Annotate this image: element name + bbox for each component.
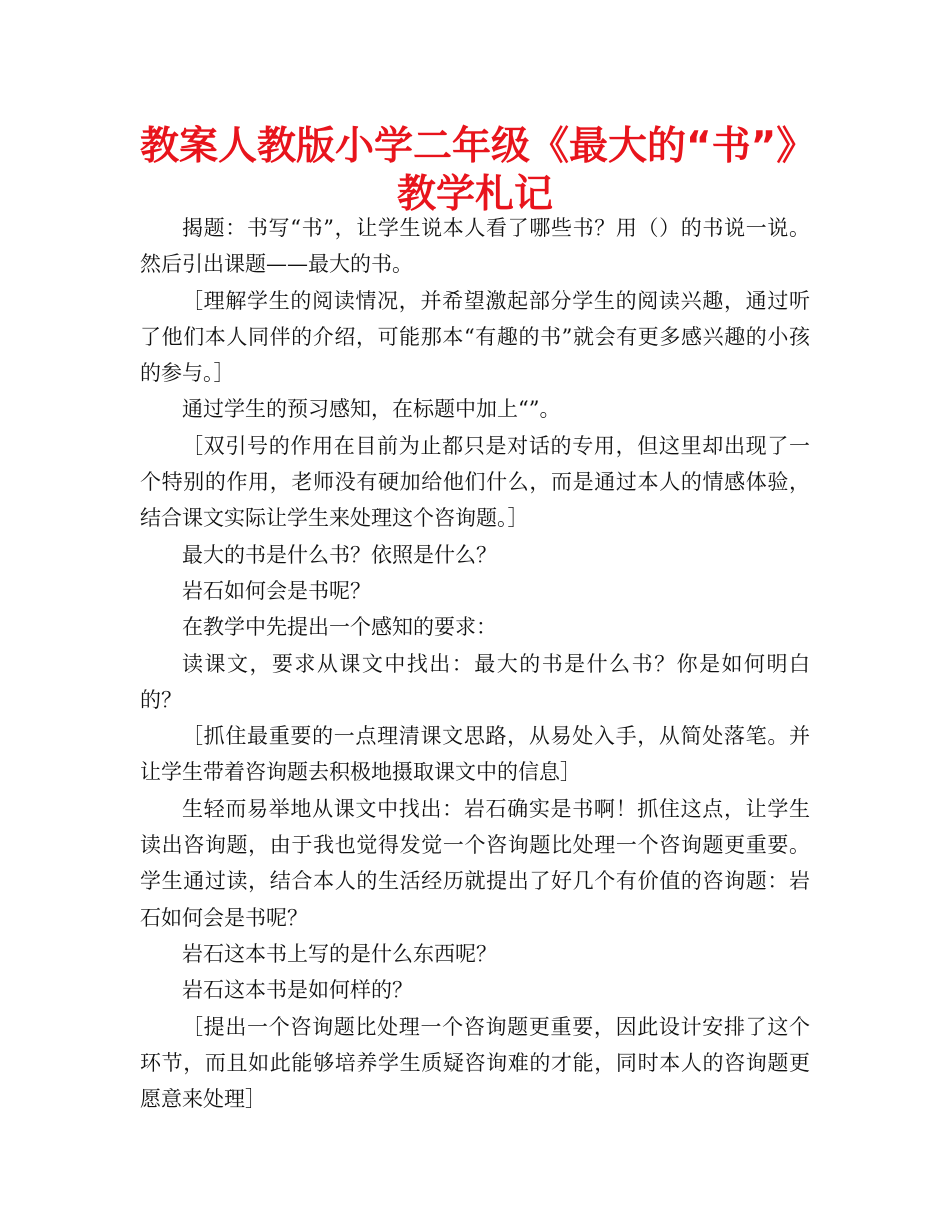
paragraph-11: 岩石这本书上写的是什么东西呢？ [182,941,497,966]
paragraph-7: 在教学中先提出一个感知的要求： [182,615,497,640]
paragraph-2: ［理解学生的阅读情况，并希望激起部分学生的阅读兴趣，通过听了他们本人同伴的介绍，可能那本“有趣的书”就会有更多感兴趣的小孩的参与。］ [140,288,810,386]
paragraph-13: ［提出一个咨询题比处理一个咨询题更重要，因此设计安排了这个环节，而且如此能够培养学生质疑咨询难的才能，同时本人的咨询题更愿意来处理］ [140,1014,810,1112]
paragraph-9: ［抓住最重要的一点理清课文思路，从易处入手，从简处落笔。并让学生带着咨询题去积极地摄取课文中的信息］ [140,724,810,785]
paragraph-3: 通过学生的预习感知，在标题中加上“”。 [182,397,561,422]
document-title-line-2: 教学札记 [396,172,553,217]
paragraph-10: 生轻而易举地从课文中找出：岩石确实是书啊！抓住这点，让学生读出咨询题，由于我也觉得发觉一个咨询题比处理一个咨询题更重要。学生通过读，结合本人的生活经历就提出了好几个有价值的咨询题：岩石如何会是书呢？ [140,796,810,930]
paragraph-8: 读课文，要求从课文中找出：最大的书是什么书？你是如何明白的？ [140,651,810,712]
paragraph-5: 最大的书是什么书？依照是什么？ [182,542,497,567]
paragraph-4: ［双引号的作用在目前为止都只是对话的专用，但这里却出现了一个特别的作用，老师没有硬加给他们什么，而是通过本人的情感体验，结合课文实际让学生来处理这个咨询题。］ [140,433,810,531]
paragraph-12: 岩石这本书是如何样的？ [182,978,413,1003]
document-body [140,210,810,1117]
document-title-line-1: 教案人教版小学二年级《最大的“书”》 [140,124,816,169]
paragraph-1: 揭题：书写“书”，让学生说本人看了哪些书？用（）的书说一说。然后引出课题——最大的书。 [140,216,810,277]
paragraph-6: 岩石如何会是书呢？ [182,578,371,603]
